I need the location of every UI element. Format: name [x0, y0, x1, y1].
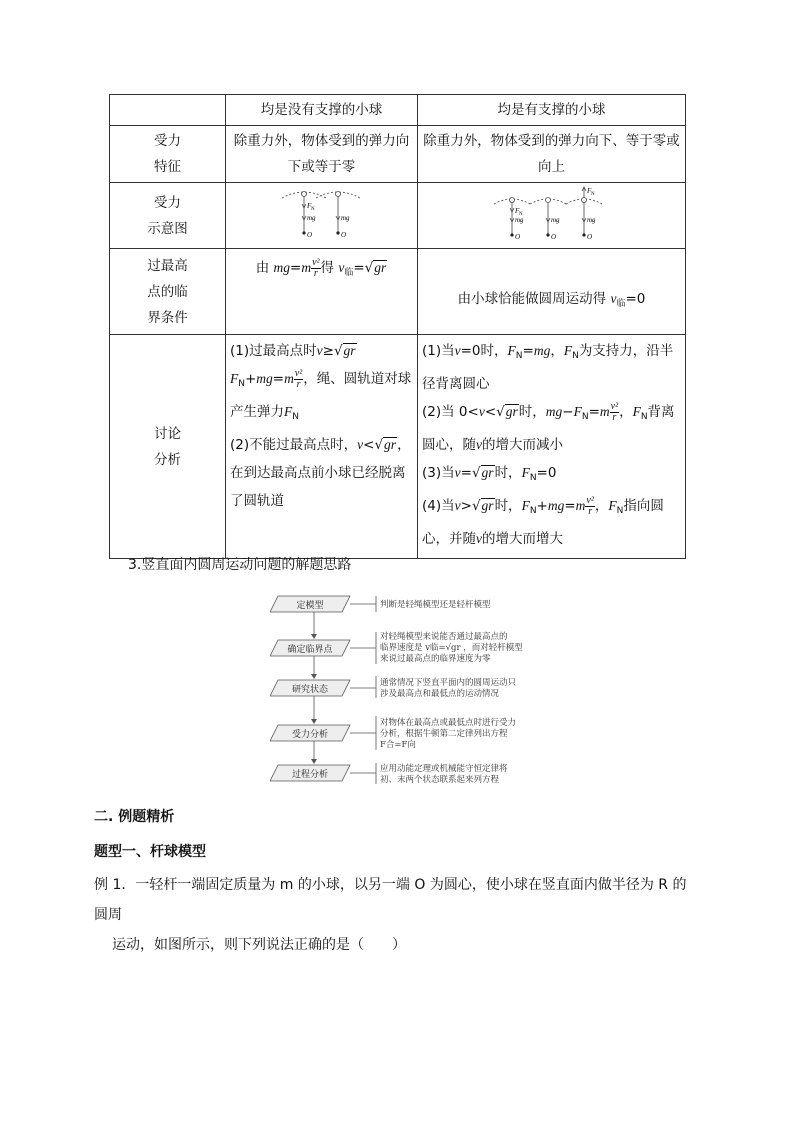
math-sub: N [529, 473, 537, 483]
flow-note-5-line-2: 初、末两个状态联系起来列方程 [380, 775, 500, 785]
math-sub: N [515, 351, 523, 361]
math-F: F [521, 498, 530, 513]
flow-step-5: 过程分析 [291, 770, 329, 780]
cell-discussion-no-support [226, 335, 418, 559]
example-1 [94, 870, 694, 960]
text: 的增大而减小 [482, 437, 563, 453]
label-line: 点的临 [147, 283, 188, 300]
row-discussion-label [110, 335, 226, 559]
math-eq: = [522, 343, 534, 359]
flow-step-2: 确定临界点 [287, 645, 333, 655]
text: ， [594, 498, 609, 514]
cell-diagram-no-support [226, 183, 418, 249]
fn-sub: N [310, 206, 315, 212]
math-sub: N [640, 412, 648, 422]
math-mg: mg [273, 260, 291, 275]
label-line: 受力 [154, 194, 181, 211]
label-line: 讨论 [154, 425, 181, 442]
label-line: 界条件 [147, 309, 188, 326]
text: ， [550, 343, 564, 359]
solution-flowchart [270, 588, 570, 788]
flow-note-4-line-1: 对物体在最高点或最低点时进行受力 [380, 718, 517, 728]
math-sub: N [581, 412, 589, 422]
text: =0 [536, 465, 557, 481]
math-v: v [476, 437, 482, 452]
frac-num: v² [610, 400, 619, 412]
math-sub: 临 [616, 299, 626, 309]
sqrt-content: gr [481, 465, 494, 480]
math-m: m [284, 371, 294, 386]
discussion-item-4: (4)当v>√gr时，$F_N+mg=m$ $\frac{\text{v²}}{r}$ ，$F_N$指向圆心，并随v的增大而增大 [422, 494, 664, 547]
label-line: 受力 [154, 133, 181, 149]
sqrt-content: gr [384, 437, 397, 452]
sqrt-content: gr [343, 343, 356, 358]
math-mg: mg [545, 404, 563, 419]
fraction [585, 496, 594, 517]
text: (1)当 [422, 343, 455, 359]
frac-num: v² [586, 494, 594, 506]
math-mg: mg [547, 498, 565, 513]
math-F: F [284, 404, 293, 419]
text: ，在到达最高点前小球已经脱离了圆轨道 [230, 437, 411, 509]
section-3-title: 3.竖直面内圆周运动问题的解题思路 [128, 557, 352, 573]
fraction [294, 369, 303, 390]
mg-label: mg [514, 215, 524, 224]
math-F: F [507, 343, 516, 358]
flow-step-4: 受力分析 [291, 730, 329, 740]
text: 时， [518, 404, 546, 420]
section-heading-rod-model: 题型一、杆球模型 [94, 844, 206, 860]
math-v: v [454, 498, 461, 513]
flow-step-3: 研究状态 [291, 685, 329, 695]
text: ， [619, 404, 633, 420]
math-v: v [338, 260, 345, 275]
math-plus: + [536, 498, 548, 514]
math-F: F [573, 404, 582, 419]
text: 时， [494, 465, 522, 481]
math-F: F [608, 498, 617, 513]
cell-discussion-support [418, 335, 686, 559]
discussion-item-3: (3)当v=√gr时，$F_N=0$ [422, 465, 557, 483]
flow-note-5-line-1: 应用动能定理或机械能守恒定律将 [380, 764, 508, 774]
mg-label: mg [586, 215, 596, 224]
frac-den: r [612, 411, 617, 423]
math-v: v [476, 531, 482, 546]
text: 得 [320, 260, 335, 276]
fn-label: F [306, 201, 311, 210]
math-plus: + [244, 371, 257, 387]
text: 由小球恰能做圆周运动得 [457, 291, 607, 307]
flow-note-3-line-1: 通常情况下竖直平面内的圆周运动只 [380, 678, 517, 688]
fn-label: F [514, 206, 519, 215]
math-sub: N [572, 351, 579, 361]
header-with-support: 均是有支撑的小球 [418, 95, 686, 126]
frac-num: v² [294, 367, 303, 379]
o-label: O [550, 232, 556, 241]
discussion-item-1 [422, 337, 681, 398]
header-empty [110, 95, 226, 126]
label-line: 示意图 [147, 220, 188, 237]
math-v: v [357, 437, 364, 452]
text: 背离圆心，随 [422, 404, 675, 453]
sqrt-content: gr [505, 404, 518, 419]
math-v: v [316, 343, 323, 358]
o-label: O [340, 230, 346, 239]
force-diagram-rope [272, 186, 372, 246]
flow-note-3-line-2: 涉及最高点和最低点的运动情况 [380, 689, 500, 699]
math-gt: > [460, 498, 472, 514]
math-minus: − [562, 404, 574, 420]
math-m: m [575, 498, 586, 513]
frac-den: r [313, 267, 318, 279]
fn-sub: N [518, 211, 523, 217]
frac-num: v² [312, 256, 320, 268]
math-sub: N [238, 379, 245, 389]
text: ，绳、圆轨道对球产生弹力 [230, 371, 412, 420]
sqrt-content: gr [481, 498, 494, 513]
example-1-line-1: 例 1．一轻杆一端固定质量为 m 的小球，以另一端 O 为圆心，使小球在竖直面内做半径为 R 的圆周 [94, 877, 687, 923]
math-F: F [563, 343, 573, 358]
o-label: O [514, 232, 520, 241]
text: (1)过最高点时 [230, 343, 317, 359]
flow-note-1-line-1: 判断是轻绳模型还是轻杆模型 [380, 600, 491, 610]
fraction [610, 402, 619, 423]
frac-den: r [588, 505, 593, 517]
flow-note-4-line-2: 分析，根据牛顿第二定律列出方程 [380, 729, 508, 739]
row-force-feature-label [110, 126, 226, 183]
cell-force-feature-support: 除重力外，物体受到的弹力向下、等于零或向上 [418, 126, 686, 183]
flow-note-2-line-1: 对轻绳模型来说能否通过最高点的 [380, 632, 508, 642]
math-eq: = [290, 260, 302, 276]
math-eq: = [460, 465, 472, 481]
force-diagram-rod [492, 186, 612, 246]
text: =0时， [460, 343, 508, 359]
o-label: O [586, 232, 592, 241]
discussion-item-2: (2)不能过最高点时，v<√gr，在到达最高点前小球已经脱离了圆轨道 [230, 437, 411, 509]
math-m: m [301, 260, 312, 275]
frac-den: r [296, 378, 301, 390]
row-critical-condition-label [110, 249, 226, 335]
cell-force-feature-no-support: 除重力外，物体受到的弹力向下或等于零 [226, 126, 418, 183]
text: 的增大而增大 [482, 531, 563, 547]
math-v: v [610, 291, 617, 306]
section-heading-examples: 二. 例题精析 [94, 809, 175, 825]
text: 为支持力，沿半径背离圆心 [422, 343, 674, 392]
discussion-item-1: (1)过最高点时v≥√grF$_N$+mg=m $\frac{\text{v²}}{r}$ ，绳、圆轨道对球产生弹力$F_N$ [230, 343, 412, 422]
o-label: O [306, 230, 312, 239]
fn-sub: N [590, 191, 595, 197]
text: 由 [255, 260, 270, 276]
math-v: v [478, 404, 485, 419]
math-F: F [230, 371, 239, 386]
header-no-support: 均是没有支撑的小球 [226, 95, 418, 126]
math-mg: mg [256, 371, 273, 386]
math-F: F [632, 404, 641, 419]
math-F: F [521, 465, 530, 480]
math-eq: = [588, 404, 600, 420]
text: (3)当 [422, 465, 455, 481]
label-line: 过最高 [147, 257, 188, 274]
math-eq: = [564, 498, 576, 514]
text: 指向圆心，并随 [422, 498, 664, 547]
math-m: m [599, 404, 610, 419]
math-sub: N [616, 506, 624, 516]
mg-label: mg [340, 213, 350, 222]
cell-critical-support [418, 249, 686, 335]
example-1-line-2: 运动，如图所示，则下列说法正确的是（ ） [112, 937, 406, 953]
sqrt-content: gr [374, 260, 387, 275]
text: (4)当 [422, 498, 455, 514]
cell-diagram-support [418, 183, 686, 249]
flow-note-4-line-3: F合=F向 [380, 740, 416, 750]
math-v: v [454, 343, 461, 358]
mg-label: mg [306, 213, 316, 222]
label-line: 分析 [154, 451, 181, 468]
math-mg: mg [533, 343, 551, 358]
math-lt: < [363, 437, 375, 453]
math-v: v [454, 465, 461, 480]
math-sub: N [529, 506, 537, 516]
math-sub: N [292, 412, 299, 422]
math-eq: =0 [625, 291, 646, 307]
math-sub: 临 [344, 268, 354, 278]
fn-label: F [586, 186, 591, 195]
flow-step-1: 定模型 [296, 601, 324, 611]
comparison-table [109, 94, 686, 559]
math-ge: ≥ [322, 343, 334, 359]
flow-note-2-line-3: 来说过最高点的临界速度为零 [380, 654, 491, 664]
flow-note-2-line-2: 临界速度是 v临=√gr ，而对轻杆模型 [380, 643, 523, 653]
text: 时， [494, 498, 522, 514]
discussion-item-2: (2)当 0<v<√gr时，$mg-F_N=m$ $\frac{\text{v²}}{r}$ ，$F_N$背离圆心，随v的增大而减小 [422, 400, 675, 453]
math-lt: < [484, 404, 497, 420]
text: (2)当 0< [422, 404, 479, 420]
mg-label: mg [550, 215, 560, 224]
label-line: 特征 [154, 159, 181, 175]
text: (2)不能过最高点时， [230, 437, 358, 453]
cell-critical-no-support: 由 mg=m $\frac{\text{v²}}{r}$ 得 $v_临=√gr$ [226, 249, 418, 335]
row-diagram-label [110, 183, 226, 249]
fraction [311, 258, 320, 279]
math-eq: = [272, 371, 285, 387]
